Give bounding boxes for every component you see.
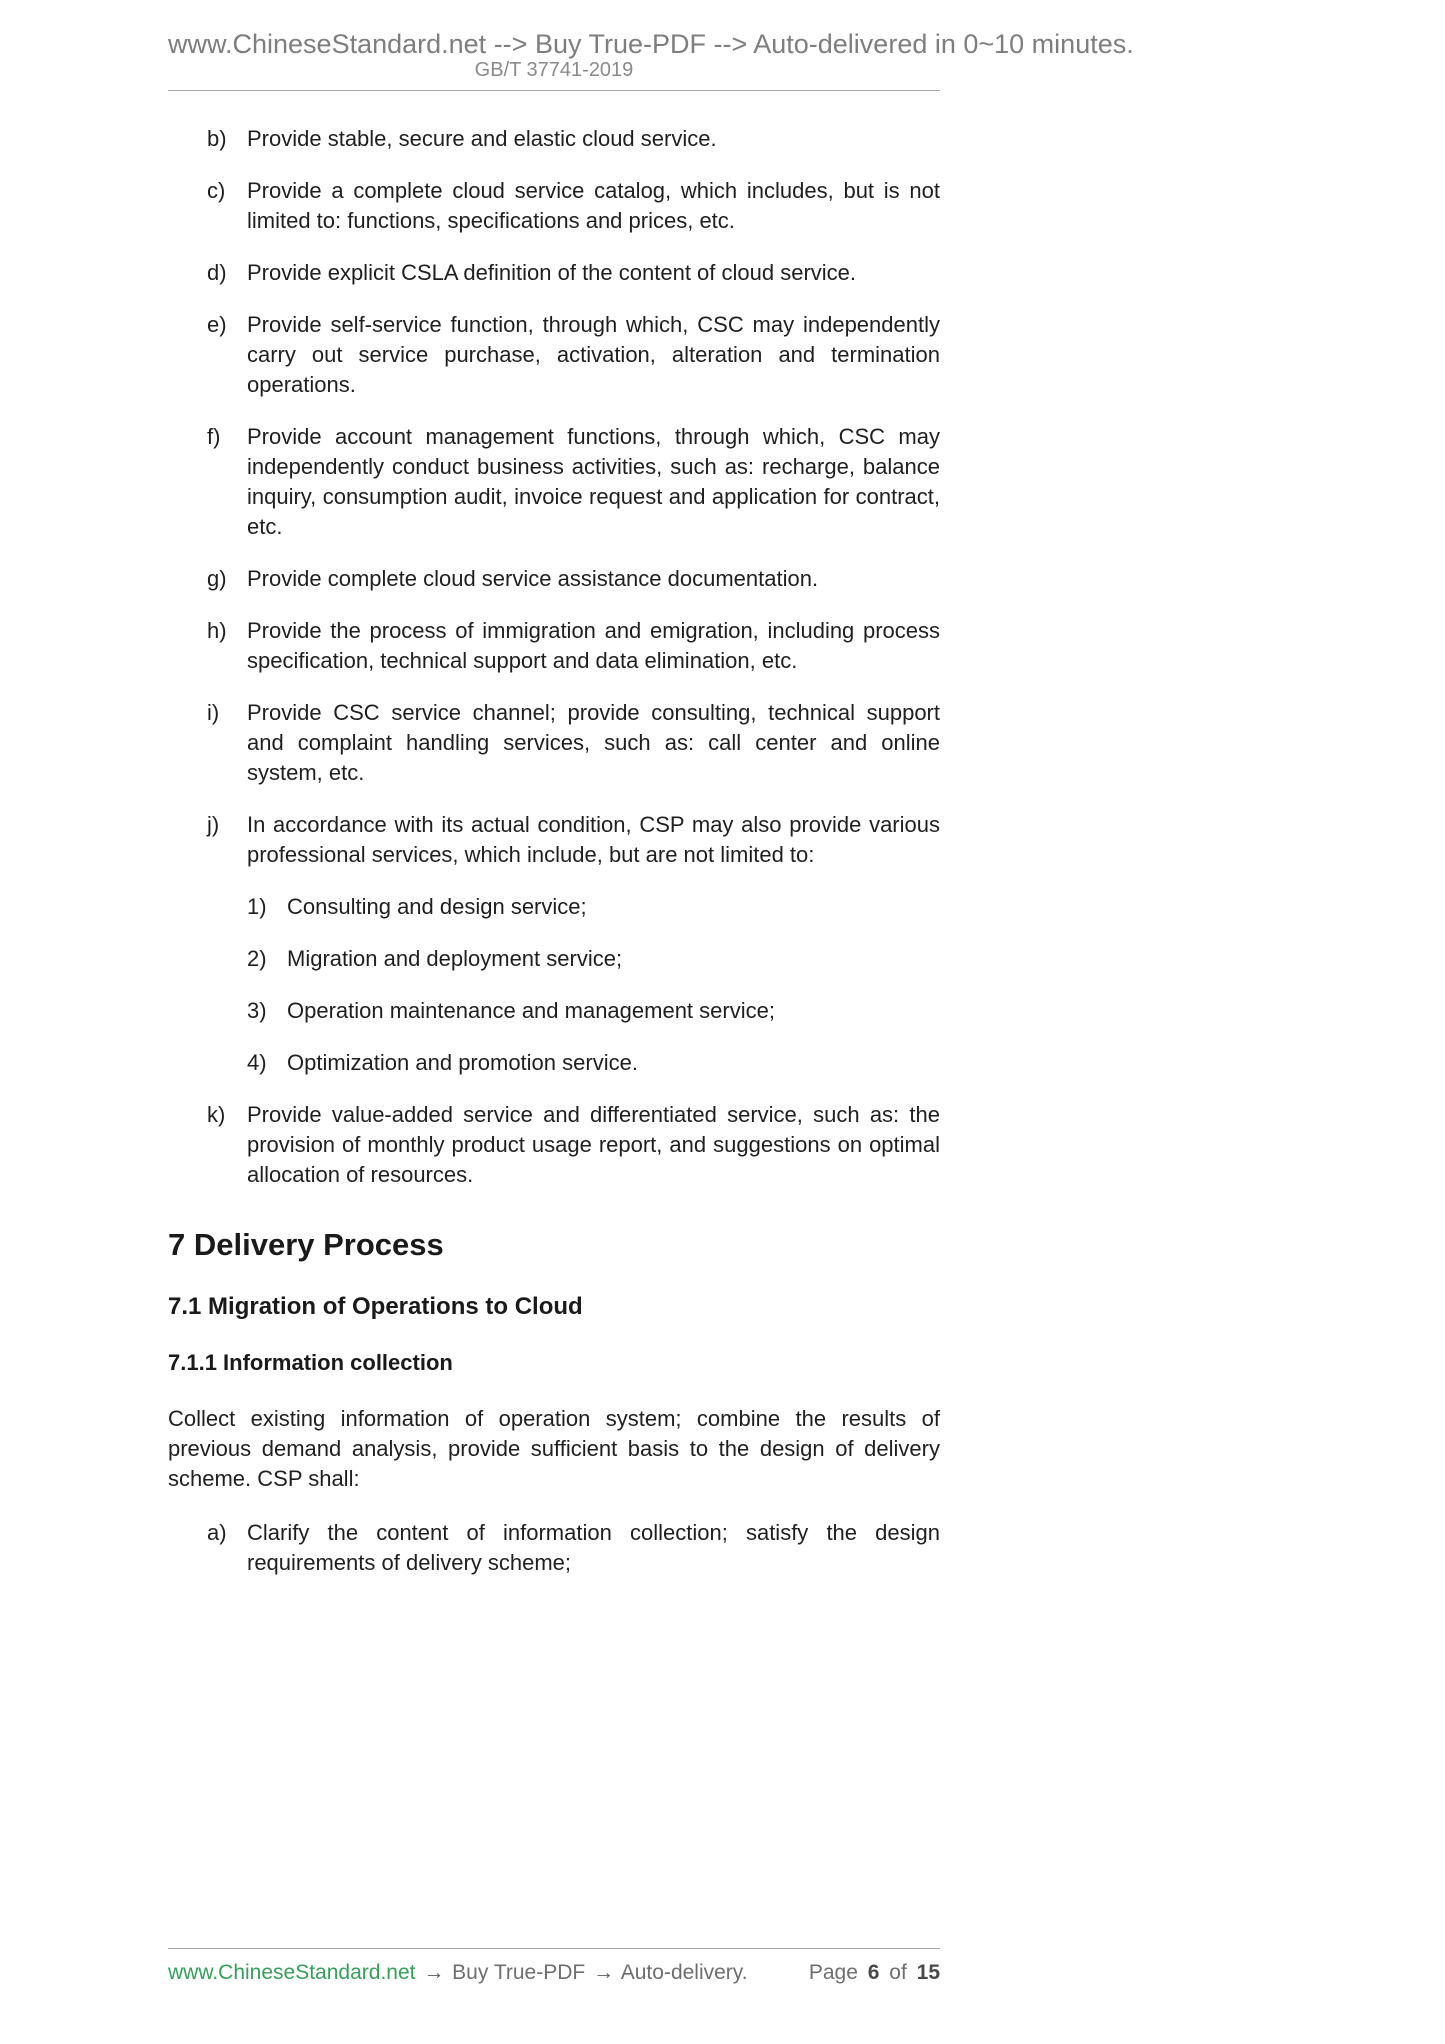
list-item-text: Migration and deployment service; (287, 945, 623, 971)
list-item-text: Clarify the content of information collection; satisfy the design requirements of delivery scheme; (247, 1520, 940, 1576)
body-list (168, 124, 940, 1190)
list-item-k (168, 1100, 940, 1190)
list-item-label: c) (207, 177, 226, 203)
list-item-text: Provide a complete cloud service catalog, which includes, but is not limited to: functions, specifications and prices, etc. (247, 177, 940, 233)
sub-list-item-1 (168, 892, 940, 922)
list-item-label: 1) (247, 893, 267, 919)
list-item-i (168, 698, 940, 788)
list-item-text: Provide stable, secure and elastic cloud service. (247, 125, 717, 151)
list-item-label: 3) (247, 997, 267, 1023)
list-item-e (168, 310, 940, 400)
list-item-text: Operation maintenance and management service; (287, 997, 775, 1023)
list-item-label: i) (207, 699, 220, 725)
subsubsection-heading: 7.1.1 Information collection (168, 1349, 453, 1375)
list-item-b (168, 124, 940, 154)
subsection-heading: 7.1 Migration of Operations to Cloud (168, 1292, 583, 1320)
list-item-label: b) (207, 125, 227, 151)
section-heading: 7 Delivery Process (168, 1226, 444, 1262)
sub-list-item-3 (168, 996, 940, 1026)
list-item-label: h) (207, 617, 227, 643)
list-item-label: k) (207, 1101, 226, 1127)
page-current: 6 (867, 1961, 880, 1984)
section-paragraph: Collect existing information of operation system; combine the results of previous demand analysis, provide sufficient basis to the design of delivery scheme. CSP shall: (168, 1406, 940, 1492)
list-item-text: Provide CSC service channel; provide consulting, technical support and complaint handling services, such as: call center and online system, etc. (247, 699, 940, 785)
list-item-text: Provide complete cloud service assistance documentation. (247, 565, 819, 591)
list-item-label: g) (207, 565, 227, 591)
doc-number: GB/T 37741-2019 (474, 58, 634, 81)
list-item-h (168, 616, 940, 676)
right-arrow-icon: → (423, 1961, 445, 1984)
footer-rule (168, 1948, 940, 1949)
list-item-j (168, 810, 940, 870)
sub-list-item-4 (168, 1048, 940, 1078)
list-item-text: Optimization and promotion service. (287, 1049, 638, 1075)
footer-delivery-text: Auto-delivery. (620, 1961, 748, 1984)
page-indicator (805, 1961, 940, 1985)
list-item-text: Provide the process of immigration and emigration, including process specification, technical support and data elimination, etc. (247, 617, 940, 673)
footer-site-line (168, 1961, 748, 1985)
list-item-f (168, 422, 940, 542)
list-item-a (168, 1518, 940, 1578)
list-item-c (168, 176, 940, 236)
list-item-text: Consulting and design service; (287, 893, 587, 919)
list-item-text: In accordance with its actual condition, CSP may also provide various professional services, which include, but are not limited to: (247, 811, 940, 867)
header-rule (168, 90, 940, 91)
page-total: 15 (916, 1961, 940, 1984)
list-item-text: Provide account management functions, through which, CSC may independently conduct business activities, such as: recharge, balance inquiry, consumption audit, invoice request and application for contract, etc. (247, 423, 940, 539)
page-content (168, 0, 1134, 1600)
footer-site-link[interactable]: www.ChineseStandard.net (168, 1961, 416, 1984)
list-item-label: 4) (247, 1049, 267, 1075)
list-item-d (168, 258, 940, 288)
list-item-label: j) (207, 811, 220, 837)
list-item-label: d) (207, 259, 227, 285)
list-item-text: Provide explicit CSLA definition of the content of cloud service. (247, 259, 857, 285)
list-item-label: 2) (247, 945, 267, 971)
list-item-label: f) (207, 423, 221, 449)
footer-buy-text: Buy True-PDF (452, 1961, 586, 1984)
list-item-label: a) (207, 1520, 227, 1546)
list-item-g (168, 564, 940, 594)
header-banner: www.ChineseStandard.net --> Buy True-PDF --> Auto-delivered in 0~10 minutes. (168, 29, 1134, 59)
sub-list-item-2 (168, 944, 940, 974)
page-label: Page (808, 1961, 858, 1984)
page-footer (168, 1948, 940, 1985)
list-item-label: e) (207, 311, 227, 337)
right-arrow-icon: → (593, 1961, 615, 1984)
list-item-text: Provide self-service function, through which, CSC may independently carry out service purchase, activation, alteration and termination operations. (247, 311, 940, 397)
of-label: of (889, 1961, 907, 1984)
list-item-text: Provide value-added service and differentiated service, such as: the provision of monthly product usage report, and suggestions on optimal allocation of resources. (247, 1101, 940, 1187)
